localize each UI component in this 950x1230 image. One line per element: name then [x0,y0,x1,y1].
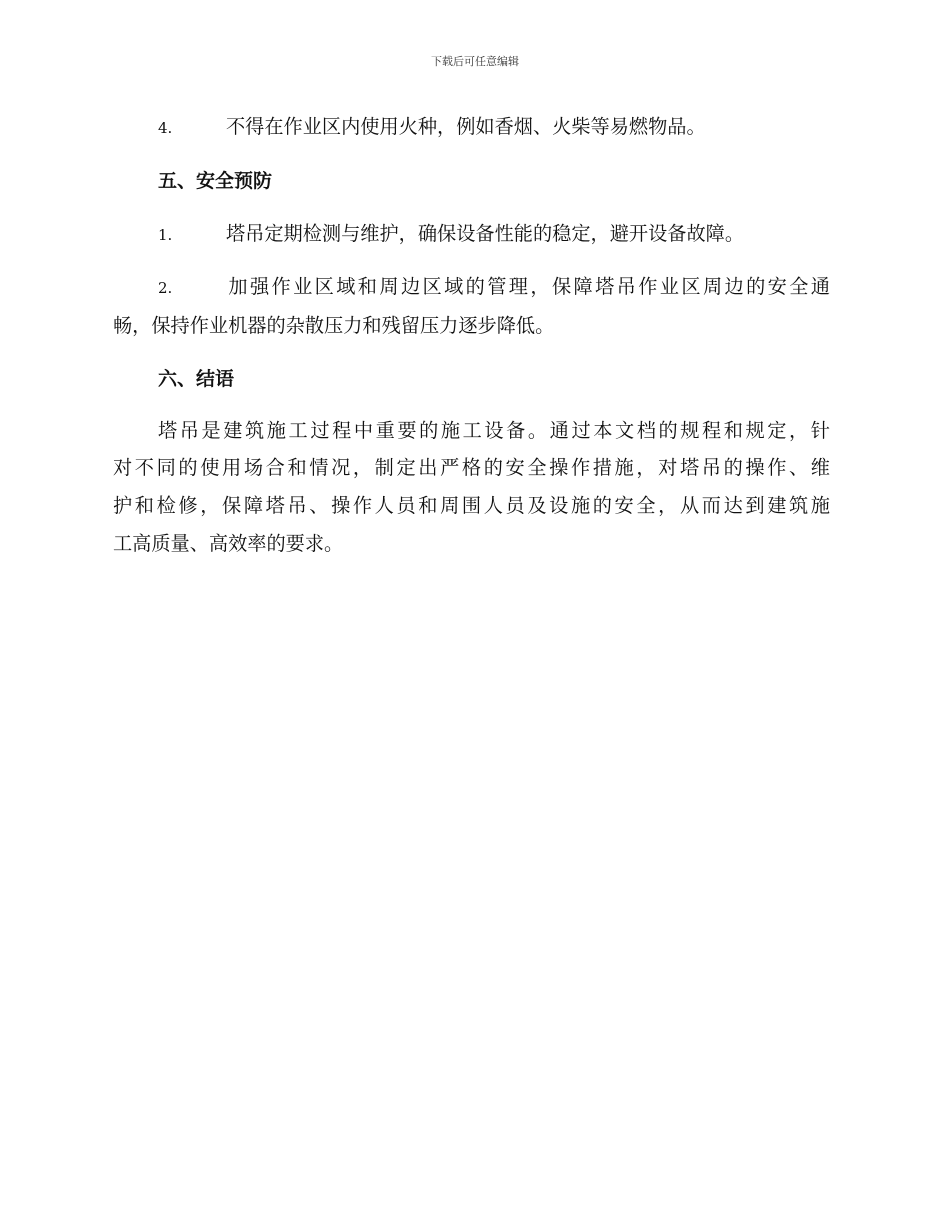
conclusion-paragraph-line-4: 工高质量、高效率的要求。 [113,532,344,555]
list-item-2-line-1 [158,274,830,301]
list-item-2-line-2: 畅，保持作业机器的杂散压力和残留压力逐步降低。 [113,314,555,337]
page-header: 下载后可任意编辑 [431,55,519,68]
conclusion-paragraph-line-1: 塔吊是建筑施工过程中重要的施工设备。通过本文档的规程和规定，针 [158,419,830,442]
section-heading-prevention: 五、安全预防 [158,170,273,192]
list-item-number: 1. [158,226,173,244]
conclusion-paragraph-line-2: 对不同的使用场合和情况，制定出严格的安全操作措施，对塔吊的操作、维 [113,456,830,479]
list-item-4 [158,114,706,141]
section-heading-conclusion: 六、结语 [158,368,235,390]
list-item-text: 不得在作业区内使用火种，例如香烟、火柴等易燃物品。 [226,115,706,138]
list-item-1 [158,221,744,248]
list-item-text: 塔吊定期检测与维护，确保设备性能的稳定，避开设备故障。 [226,222,745,245]
conclusion-paragraph-line-3: 护和检修，保障塔吊、操作人员和周围人员及设施的安全，从而达到建筑施 [113,494,830,517]
list-item-number: 2. [158,279,173,297]
list-item-number: 4. [158,119,173,137]
list-item-text: 加强作业区域和周边区域的管理，保障塔吊作业区周边的安全通 [226,275,830,298]
